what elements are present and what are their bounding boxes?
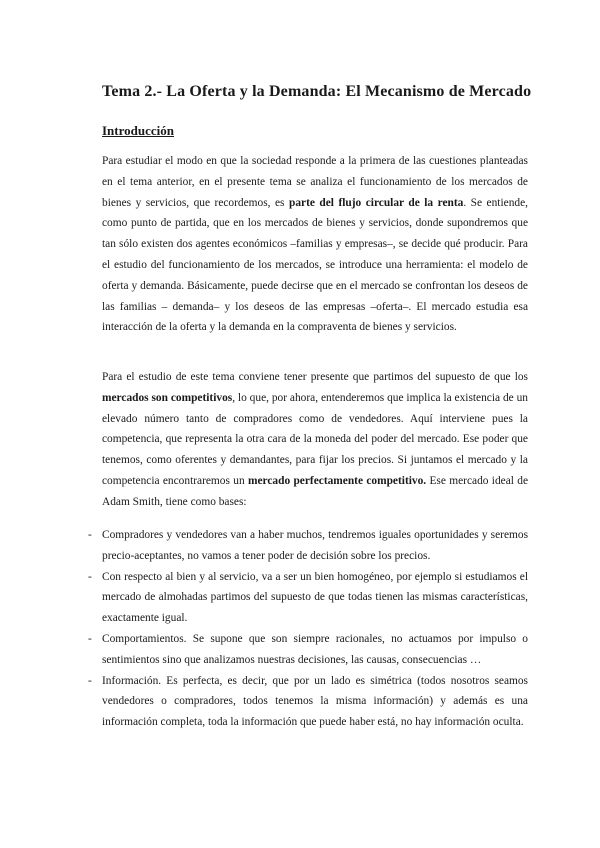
document-title: Tema 2.- La Oferta y la Demanda: El Mecanismo de Mercado — [102, 83, 532, 100]
paragraph-competencia-bold-mercados: mercados son competitivos — [102, 391, 233, 404]
paragraph-intro-text-1: Para estudiar el modo en que la sociedad responde a la primera de las cuestiones planteadas en el tema anterior, en el presente tema se analiza el funcionamiento de los mercados de bienes y servicios, que recordemos, es — [102, 155, 528, 209]
paragraph-competencia — [102, 367, 528, 513]
bullet-marker: - — [88, 570, 92, 583]
paragraph-intro-text-2: . Se entiende, como punto de partida, que en los mercados de bienes y servicios, donde supondremos que tan sólo existen dos agentes económicos –familias y empresas–, se decide qué producir. Para el estudio del funcionamiento de los mercados, se introduce una herramienta: el modelo de oferta y demanda. Básicamente, puede decirse que en el mercado se confrontan los deseos de las familias – demanda– y los deseos de las empresas –oferta–. El mercado estudia esa interacción de la oferta y la demanda en la compraventa de bienes y servicios. — [102, 196, 528, 334]
bullet-marker: - — [88, 632, 92, 645]
paragraph-intro — [102, 151, 528, 338]
list-item-text: Compradores y vendedores van a haber muchos, tendremos iguales oportunidades y seremos precio-aceptantes, no vamos a tener poder de decisión sobre los precios. — [102, 529, 528, 562]
list-item — [88, 567, 528, 629]
paragraph-competencia-text-3: Ese mercado ideal de Adam Smith, tiene como bases: — [102, 474, 528, 508]
list-item-text: Información. Es perfecta, es decir, que por un lado es simétrica (todos nosotros seamos vendedores o compradores, todos tenemos la misma información) y además es una información completa, toda la información que puede haber está, no hay información oculta. — [102, 674, 528, 729]
section-heading-introduccion: Introducción — [102, 123, 174, 138]
list-item — [88, 629, 528, 671]
list-item-text: Con respecto al bien y al servicio, va a ser un bien homogéneo, por ejemplo si estudiamos el mercado de almohadas partimos del supuesto de que todas tienen las mismas características, exactamente igual. — [102, 570, 528, 625]
paragraph-competencia-bold-perfecto: mercado perfectamente competitivo. — [247, 474, 427, 487]
list-item-text: Comportamientos. Se supone que son siempre racionales, no actuamos por impulso o sentimientos sino que analizamos nuestras decisiones, las causas, consecuencias … — [102, 632, 528, 666]
paragraph-competencia-text-1: Para el estudio de este tema conviene tener presente que partimos del supuesto de que los — [102, 371, 528, 383]
list-item — [88, 671, 528, 733]
paragraph-competencia-text-2: , lo que, por ahora, entenderemos que implica la existencia de un elevado número tanto de compradores como de vendedores. Aquí interviene pues la competencia, que representa la otra cara de la moneda del poder del mercado. Ese poder que tenemos, como oferentes y demandantes, para fijar los precios. Si juntamos el mercado y la competencia encontraremos un — [102, 391, 528, 487]
bullet-list-bases — [88, 525, 528, 733]
list-item — [88, 525, 528, 567]
paragraph-intro-bold-flujo: parte del flujo circular de la renta — [288, 196, 464, 209]
bullet-marker: - — [88, 529, 92, 541]
bullet-marker: - — [88, 674, 92, 687]
